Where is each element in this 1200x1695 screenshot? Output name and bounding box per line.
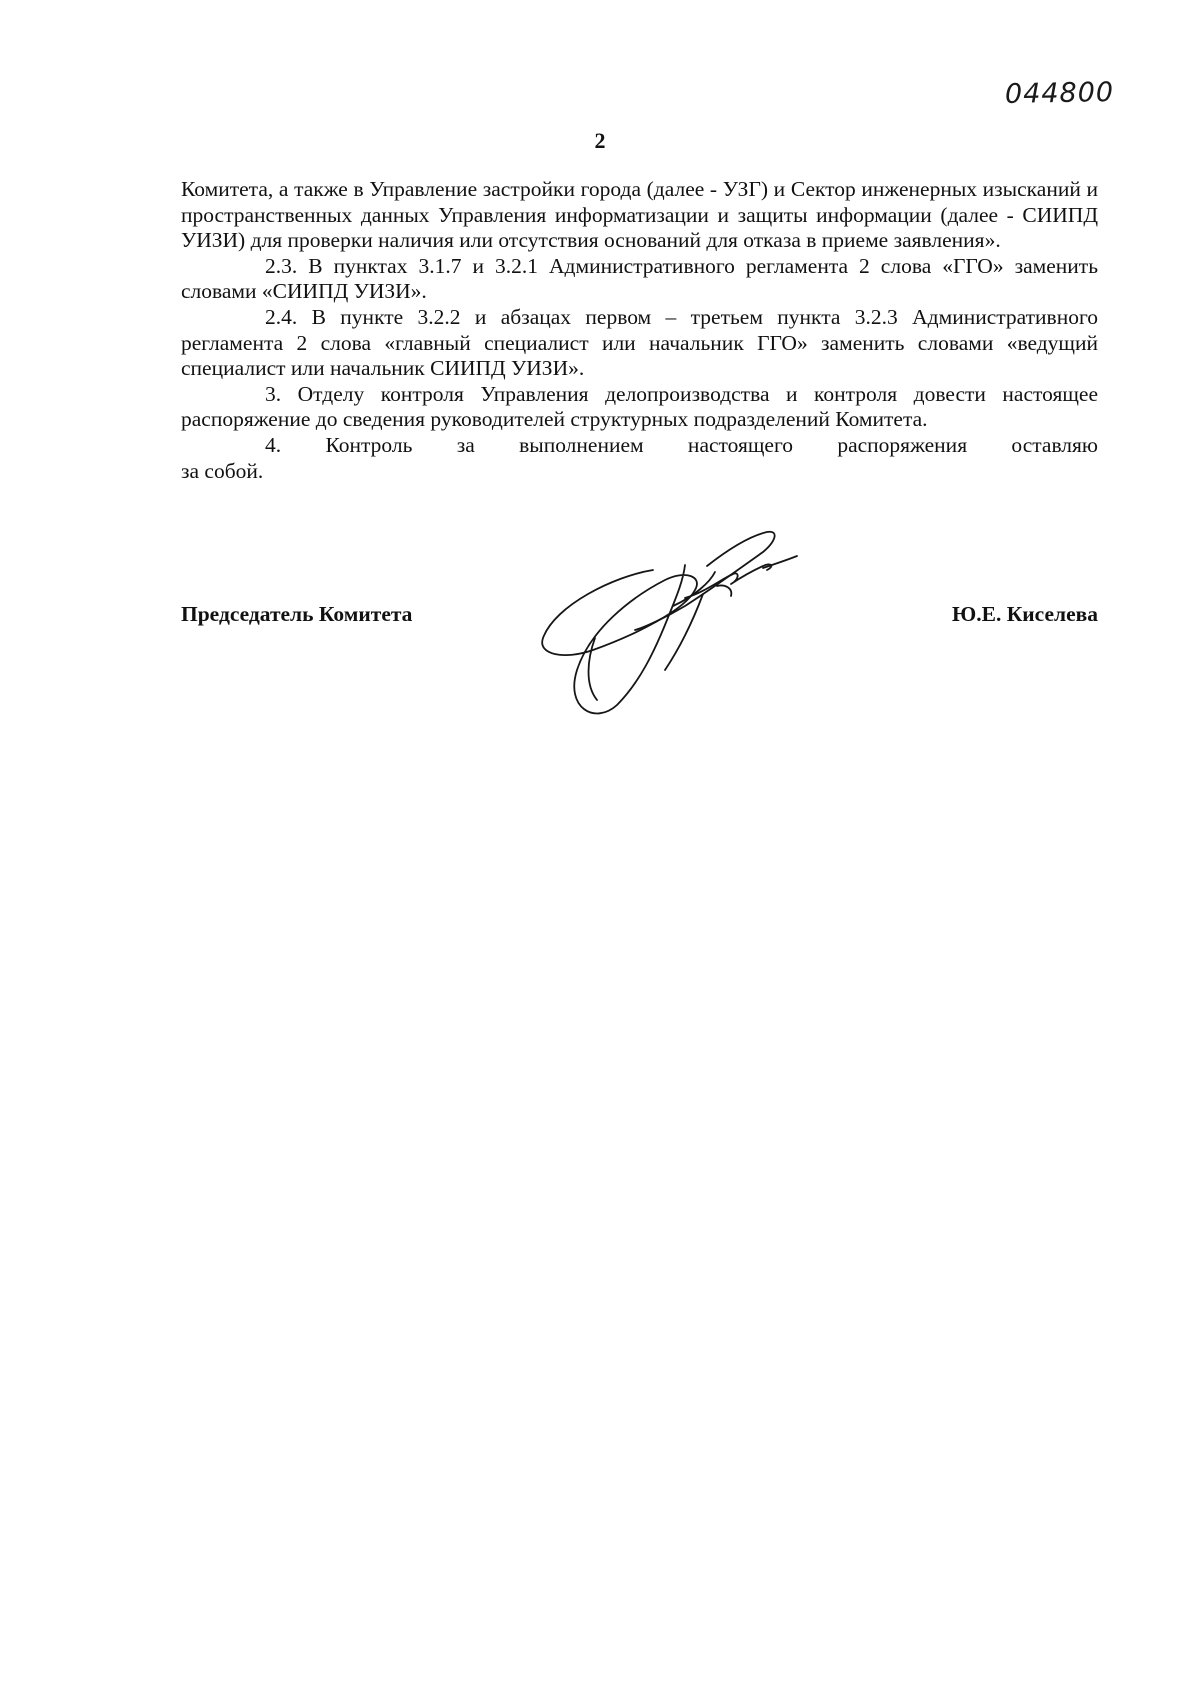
- handwritten-signature-icon: [535, 510, 845, 730]
- handwritten-document-number: 044800: [1004, 77, 1115, 110]
- paragraph-2-4: 2.4. В пункте 3.2.2 и абзацах первом – третьем пункта 3.2.3 Административного регламента 2 слова «главный специалист или начальник ГГО» заменить словами «ведущий специалист или начальник СИИПД УИЗИ».: [181, 304, 1098, 381]
- paragraph-2-3: 2.3. В пунктах 3.1.7 и 3.2.1 Административного регламента 2 слова «ГГО» заменить словами «СИИПД УИЗИ».: [181, 253, 1098, 304]
- paragraph-3: 3. Отделу контроля Управления делопроизводства и контроля довести настоящее распоряжение до сведения руководителей структурных подразделений Комитета.: [181, 381, 1098, 432]
- paragraph-continuation: Комитета, а также в Управление застройки города (далее - УЗГ) и Сектор инженерных изысканий и пространственных данных Управления информатизации и защиты информации (далее - СИИПД УИЗИ) для проверки наличия или отсутствия оснований для отказа в приеме заявления».: [181, 177, 1098, 253]
- page-number: 2: [594, 128, 606, 153]
- signatory-name: Ю.Е. Киселева: [952, 602, 1098, 626]
- signatory-position: Председатель Комитета: [181, 602, 413, 626]
- paragraph-4: 4. Контроль за выполнением настоящего распоряжения оставляю: [265, 432, 1098, 457]
- document-body: [181, 177, 1098, 484]
- paragraph-4-end: за собой.: [181, 458, 264, 483]
